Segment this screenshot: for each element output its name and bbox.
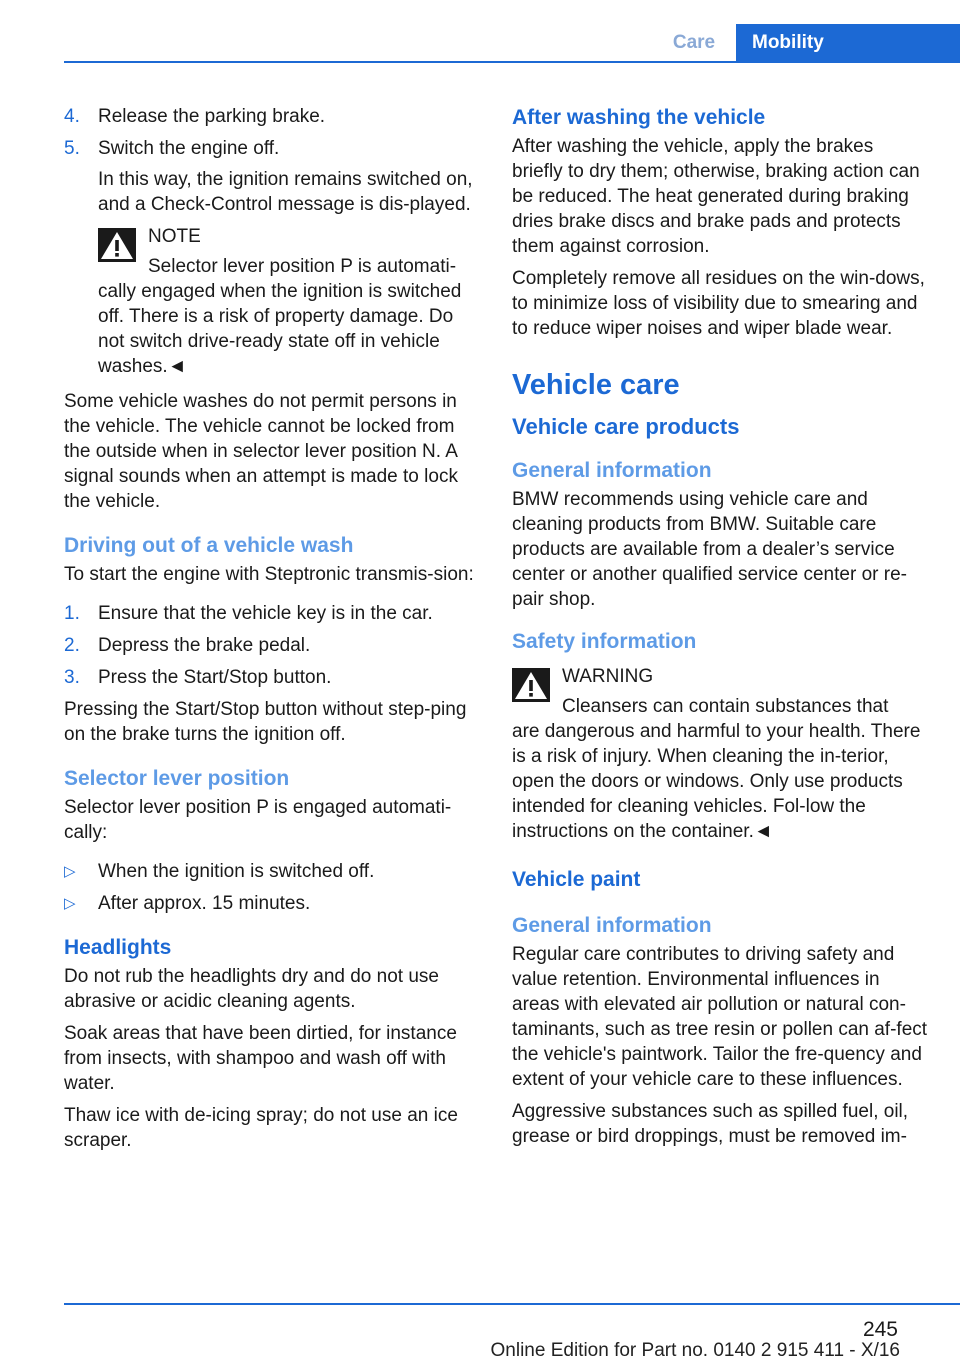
right-column xyxy=(512,104,928,1156)
list-text: Switch the engine off. xyxy=(98,138,280,159)
note-box xyxy=(98,224,480,379)
note-text-first: Selector lever position P is automati- xyxy=(148,256,457,277)
warning-title: WARNING xyxy=(562,666,654,687)
bullet-marker: ▷ xyxy=(64,895,76,912)
bullet-item xyxy=(64,859,480,884)
paragraph: BMW recommends using vehicle care and cleaning products from BMW. Suitable care products are available from a dealer’s service center or another qualified service center or re-pair shop. xyxy=(512,489,907,610)
section-heading: Safety information xyxy=(512,630,697,653)
paragraph: Pressing the Start/Stop button without step-ping on the brake turns the ignition off. xyxy=(64,699,467,745)
bullet-text: When the ignition is switched off. xyxy=(98,861,375,882)
warning-text: are dangerous and harmful to your health. There is a risk of injury. When cleaning the in-terior, open the doors or windows. Only use products intended for cleaning vehicles. Fol-low the instructions on the container.◄ xyxy=(512,721,921,842)
chapter-heading: Vehicle care xyxy=(512,369,680,401)
list-item xyxy=(64,601,480,626)
paragraph: Thaw ice with de-icing spray; do not use an ice scraper. xyxy=(64,1105,458,1151)
warning-triangle-icon xyxy=(98,228,136,262)
section-heading: General information xyxy=(512,459,712,482)
section-heading: After washing the vehicle xyxy=(512,106,766,129)
list-number: 4. xyxy=(64,106,80,127)
list-item xyxy=(64,665,480,690)
footer-edition: Online Edition for Part no. 0140 2 915 411 - X/16 xyxy=(490,1340,900,1361)
left-column xyxy=(64,104,480,1160)
warning-text-first: Cleansers can contain substances that xyxy=(562,696,889,717)
note-text: cally engaged when the ignition is switched off. There is a risk of property damage. Do not switch drive-ready state off in vehicle washes.◄ xyxy=(98,281,462,377)
paragraph: After washing the vehicle, apply the brakes briefly to dry them; otherwise, braking action can be reduced. The heat generated during braking dries brake discs and brake pads and protects them against corrosion. xyxy=(512,136,920,257)
list-text: Release the parking brake. xyxy=(98,106,326,127)
paragraph: Completely remove all residues on the win-dows, to minimize loss of visibility due to smearing and to reduce wiper noises and wiper blade wear. xyxy=(512,268,925,339)
list-text: Ensure that the vehicle key is in the car. xyxy=(98,603,433,624)
section-heading: Headlights xyxy=(64,936,172,959)
paragraph: Soak areas that have been dirtied, for instance from insects, with shampoo and wash off with water. xyxy=(64,1023,457,1094)
tab-care[interactable]: Care xyxy=(652,24,736,62)
subsection-heading: Vehicle care products xyxy=(512,414,740,439)
list-item xyxy=(64,633,480,658)
section-heading: Selector lever position xyxy=(64,767,290,790)
list-number: 5. xyxy=(64,138,80,159)
list-number: 1. xyxy=(64,603,80,624)
list-text: Depress the brake pedal. xyxy=(98,635,311,656)
note-title: NOTE xyxy=(148,226,201,247)
paragraph: Some vehicle washes do not permit persons in the vehicle. The vehicle cannot be locked from the outside when in selector lever position N. A signal sounds when an attempt is made to lock the vehicle. xyxy=(64,391,458,512)
list-number: 3. xyxy=(64,667,80,688)
list-item xyxy=(64,136,480,161)
warning-triangle-icon xyxy=(512,668,550,702)
paragraph: To start the engine with Steptronic transmis-sion: xyxy=(64,564,474,585)
header-rule xyxy=(64,61,960,63)
section-heading: Driving out of a vehicle wash xyxy=(64,534,354,557)
paragraph: Regular care contributes to driving safety and value retention. Environmental influences in areas with elevated air pollution or natural con-taminants, such as tree resin or pollen can af-fect the vehicle's paintwork. Tailor the fre-quency and extent of your vehicle care to these influences. xyxy=(512,944,928,1090)
tab-mobility[interactable]: Mobility xyxy=(736,24,960,62)
warning-box xyxy=(512,664,928,844)
footer-rule xyxy=(64,1303,960,1305)
subsection-heading: Vehicle paint xyxy=(512,868,641,891)
bullet-marker: ▷ xyxy=(64,863,76,880)
list-text: Press the Start/Stop button. xyxy=(98,667,332,688)
bullet-item xyxy=(64,891,480,916)
page-number: 245 xyxy=(862,1318,898,1341)
section-heading: General information xyxy=(512,914,712,937)
bullet-text: After approx. 15 minutes. xyxy=(98,893,311,914)
paragraph: Aggressive substances such as spilled fuel, oil, grease or bird droppings, must be removed im- xyxy=(512,1101,909,1147)
list-number: 2. xyxy=(64,635,80,656)
paragraph: Selector lever position P is engaged automati-cally: xyxy=(64,797,452,843)
list-item xyxy=(64,104,480,129)
paragraph: Do not rub the headlights dry and do not use abrasive or acidic cleaning agents. xyxy=(64,966,439,1012)
step-detail: In this way, the ignition remains switched on, and a Check-Control message is dis-played. xyxy=(98,169,473,215)
